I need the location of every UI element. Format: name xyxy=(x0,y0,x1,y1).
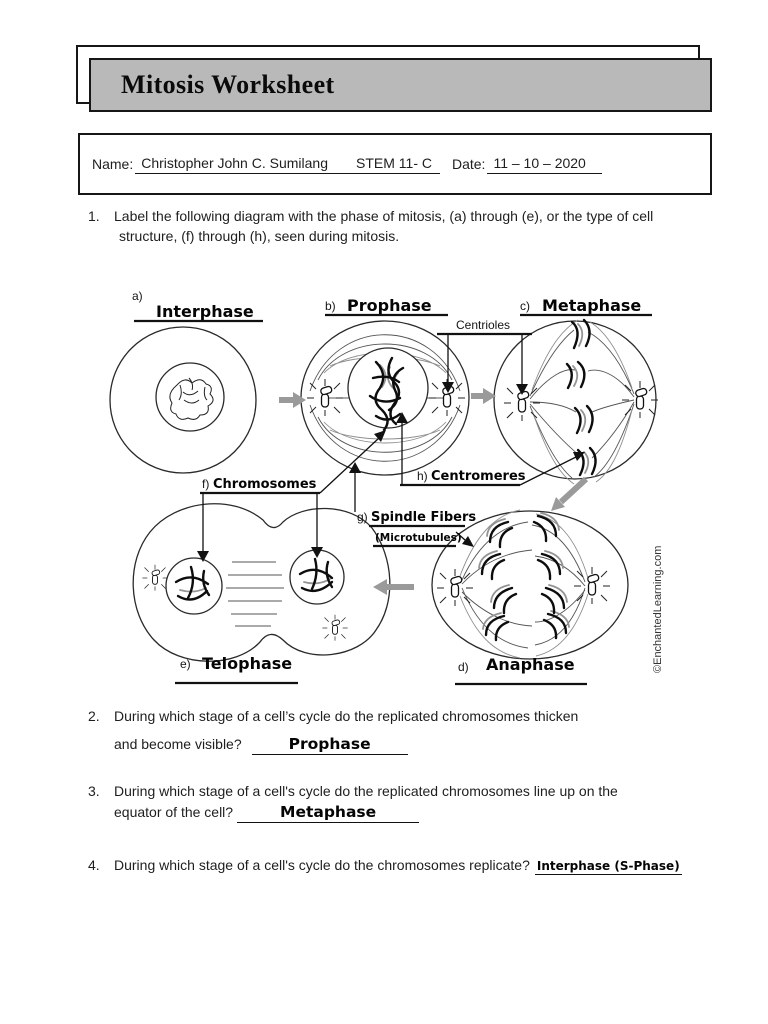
name-date-box xyxy=(78,133,712,195)
label-h-answer: Centromeres xyxy=(431,469,526,484)
question-1-line1: Label the following diagram with the phase of mitosis, (a) through (e), or the type of cell xyxy=(114,208,654,224)
question-4-text: During which stage of a cell's cycle do the chromosomes replicate? xyxy=(114,857,530,873)
label-a-answer: Interphase xyxy=(156,302,254,321)
label-f-answer: Chromosomes xyxy=(213,477,317,492)
label-d-answer: Anaphase xyxy=(486,655,575,674)
question-1 xyxy=(88,206,653,246)
question-2-number: 2. xyxy=(88,708,100,724)
question-3-answer-row xyxy=(114,802,419,823)
title-bar xyxy=(89,58,712,112)
question-3-line1: During which stage of a cell's cycle do the replicated chromosomes line up on the xyxy=(114,783,618,799)
label-f-prefix: f) xyxy=(202,477,210,491)
label-c-answer: Metaphase xyxy=(542,296,642,315)
label-b-prophase xyxy=(325,296,448,315)
prophase-cell xyxy=(301,321,469,475)
label-h-prefix: h) xyxy=(417,469,428,483)
question-1-number: 1. xyxy=(88,208,100,224)
centrioles-label-text: Centrioles xyxy=(456,318,511,332)
date-value: 11 – 10 – 2020 xyxy=(487,155,601,174)
telophase-cell xyxy=(133,504,390,662)
label-g-answer: Spindle Fibers xyxy=(371,510,477,525)
question-4-answer: Interphase (S-Phase) xyxy=(536,859,680,873)
question-4 xyxy=(88,855,682,876)
label-a-interphase xyxy=(132,289,263,321)
label-b-answer: Prophase xyxy=(347,296,432,315)
name-underline xyxy=(135,155,440,174)
label-b-prefix: b) xyxy=(325,299,336,313)
question-1-line2: structure, (f) through (h), seen during mitosis. xyxy=(119,228,400,244)
label-e-answer: Telophase xyxy=(202,654,293,673)
label-c-metaphase xyxy=(520,296,652,315)
arrow-metaphase-to-anaphase xyxy=(551,479,586,511)
label-g-answer2: (Microtubules) xyxy=(375,532,462,544)
label-e-prefix: e) xyxy=(180,657,191,671)
question-2-answer-row xyxy=(114,734,408,755)
mitosis-diagram xyxy=(80,270,680,695)
question-2-answer: Prophase xyxy=(252,734,408,755)
question-2-line2: and become visible? xyxy=(114,736,242,752)
label-c-prefix: c) xyxy=(520,299,530,313)
arrow-prophase-to-metaphase xyxy=(471,388,496,404)
interphase-cell xyxy=(110,327,256,473)
student-name: Christopher John C. Sumilang xyxy=(141,154,328,171)
question-3-number: 3. xyxy=(88,783,100,799)
label-d-prefix: d) xyxy=(458,660,469,674)
label-d-anaphase xyxy=(455,655,587,684)
metaphase-cell xyxy=(494,320,658,484)
label-a-prefix: a) xyxy=(132,289,143,303)
question-3-answer: Metaphase xyxy=(237,802,419,823)
copyright-credit: ©EnchantedLearning.com xyxy=(652,545,664,673)
question-3-line2: equator of the cell? xyxy=(114,804,234,820)
student-section: STEM 11- C xyxy=(356,154,432,171)
label-g-prefix: g) xyxy=(357,510,368,524)
date-label: Date: xyxy=(451,156,486,172)
question-3 xyxy=(88,781,618,801)
question-2-line1: During which stage of a cell’s cycle do the replicated chromosomes thicken xyxy=(114,708,579,724)
question-4-number: 4. xyxy=(88,857,100,873)
name-label: Name: xyxy=(92,156,134,172)
question-2 xyxy=(88,706,578,726)
page-title: Mitosis Worksheet xyxy=(121,70,335,99)
